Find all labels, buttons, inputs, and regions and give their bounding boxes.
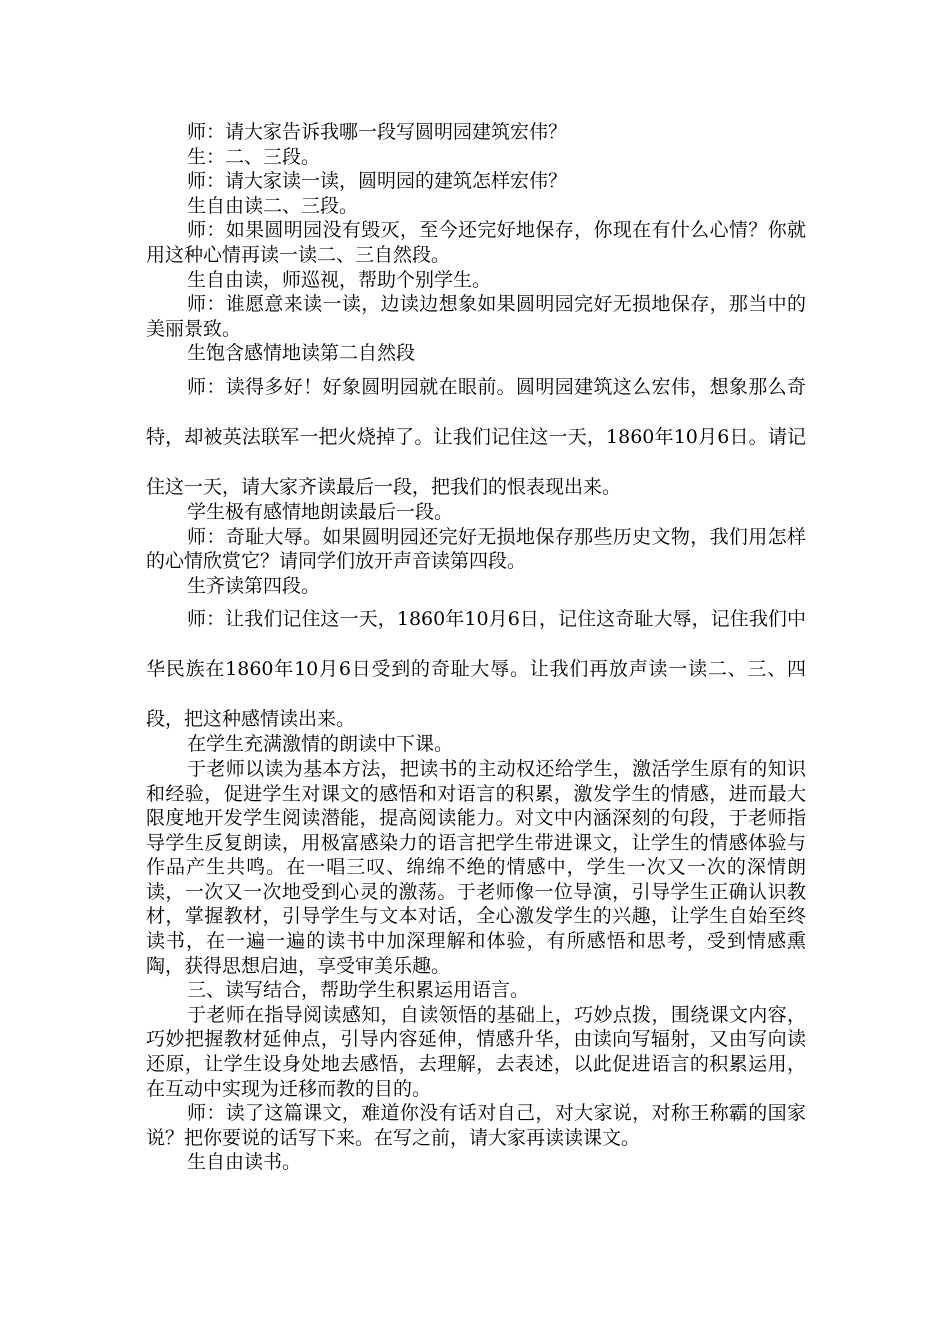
paragraph-2: 生：二、三段。 xyxy=(187,145,321,168)
paragraph-8: 生饱含感情地读第二自然段 xyxy=(187,342,416,365)
paragraph-9: 师：读得多好！好象圆明园就在眼前。圆明园建筑这么宏伟，想象那么奇特，却被英法联军一把火烧掉了。让我们记住这一天，1860年10月6日。请记住这一天，请大家齐读最后一段，把我们的恨表现出来。 xyxy=(146,375,806,498)
paragraph-7: 师：谁愿意来读一读，边读边想象如果圆明园完好无损地保存，那当中的美丽景致。 xyxy=(146,293,806,340)
paragraph-1: 师：请大家告诉我哪一段写圆明园建筑宏伟？ xyxy=(187,121,568,143)
paragraph-18: 师：读了这篇课文，难道你没有话对自己，对大家说，对称王称霸的国家说？把你要说的话写下来。在写之前，请大家再读读课文。 xyxy=(146,1102,806,1149)
paragraph-17: 于老师在指导阅读感知，自读领悟的基础上，巧妙点拨，围绕课文内容，巧妙把握教材延伸点，引导内容延伸，情感升华，由读向写辐射，又由写向读还原，让学生设身处地去感悟，去理解，去表述，以此促进语言的积累运用，在互动中实现为迁移而教的目的。 xyxy=(146,1003,806,1100)
paragraph-14: 在学生充满激情的朗读中下课。 xyxy=(187,733,454,756)
paragraph-13: 师：让我们记住这一天，1860年10月6日，记住这奇耻大辱，记住我们中华民族在1860年10月6日受到的奇耻大辱。让我们再放声读一读二、三、四段，把这种感情读出来。 xyxy=(146,608,806,731)
paragraph-16: 三、读写结合，帮助学生积累运用语言。 xyxy=(187,979,530,1002)
paragraph-19: 生自由读书。 xyxy=(187,1151,302,1174)
paragraph-15: 于老师以读为基本方法，把读书的主动权还给学生，激活学生原有的知识和经验，促进学生对课文的感悟和对语言的积累，激发学生的情感，进而最大限度地开发学生阅读潜能，提高阅读能力。对文中内涵深刻的句段，于老师指导学生反复朗读，用极富感染力的语言把学生带进课文，让学生的情感体验与作品产生共鸣。在一唱三叹、绵绵不绝的情感中，学生一次又一次的深情朗读，一次又一次地受到心灵的激荡。于老师像一位导演，引导学生正确认识教材，掌握教材，引导学生与文本对话，全心激发学生的兴趣，让学生自始至终读书，在一遍一遍的读书中加深理解和体验，有所感悟和思考，受到情感熏陶，获得思想启迪，享受审美乐趣。 xyxy=(146,757,806,977)
paragraph-4: 生自由读二、三段。 xyxy=(187,194,359,217)
paragraph-6: 生自由读，师巡视，帮助个别学生。 xyxy=(187,268,492,291)
document-body xyxy=(146,120,806,1175)
paragraph-10: 学生极有感情地朗读最后一段。 xyxy=(187,500,454,523)
paragraph-5: 师：如果圆明园没有毁灭，至今还完好地保存，你现在有什么心情？你就用这种心情再读一读二、三自然段。 xyxy=(146,219,806,266)
paragraph-3: 师：请大家读一读，圆明园的建筑怎样宏伟？ xyxy=(187,170,568,193)
paragraph-11: 师：奇耻大辱。如果圆明园还完好无损地保存那些历史文物，我们用怎样的心情欣赏它？请同学们放开声音读第四段。 xyxy=(146,525,806,573)
paragraph-12: 生齐读第四段。 xyxy=(187,574,321,597)
